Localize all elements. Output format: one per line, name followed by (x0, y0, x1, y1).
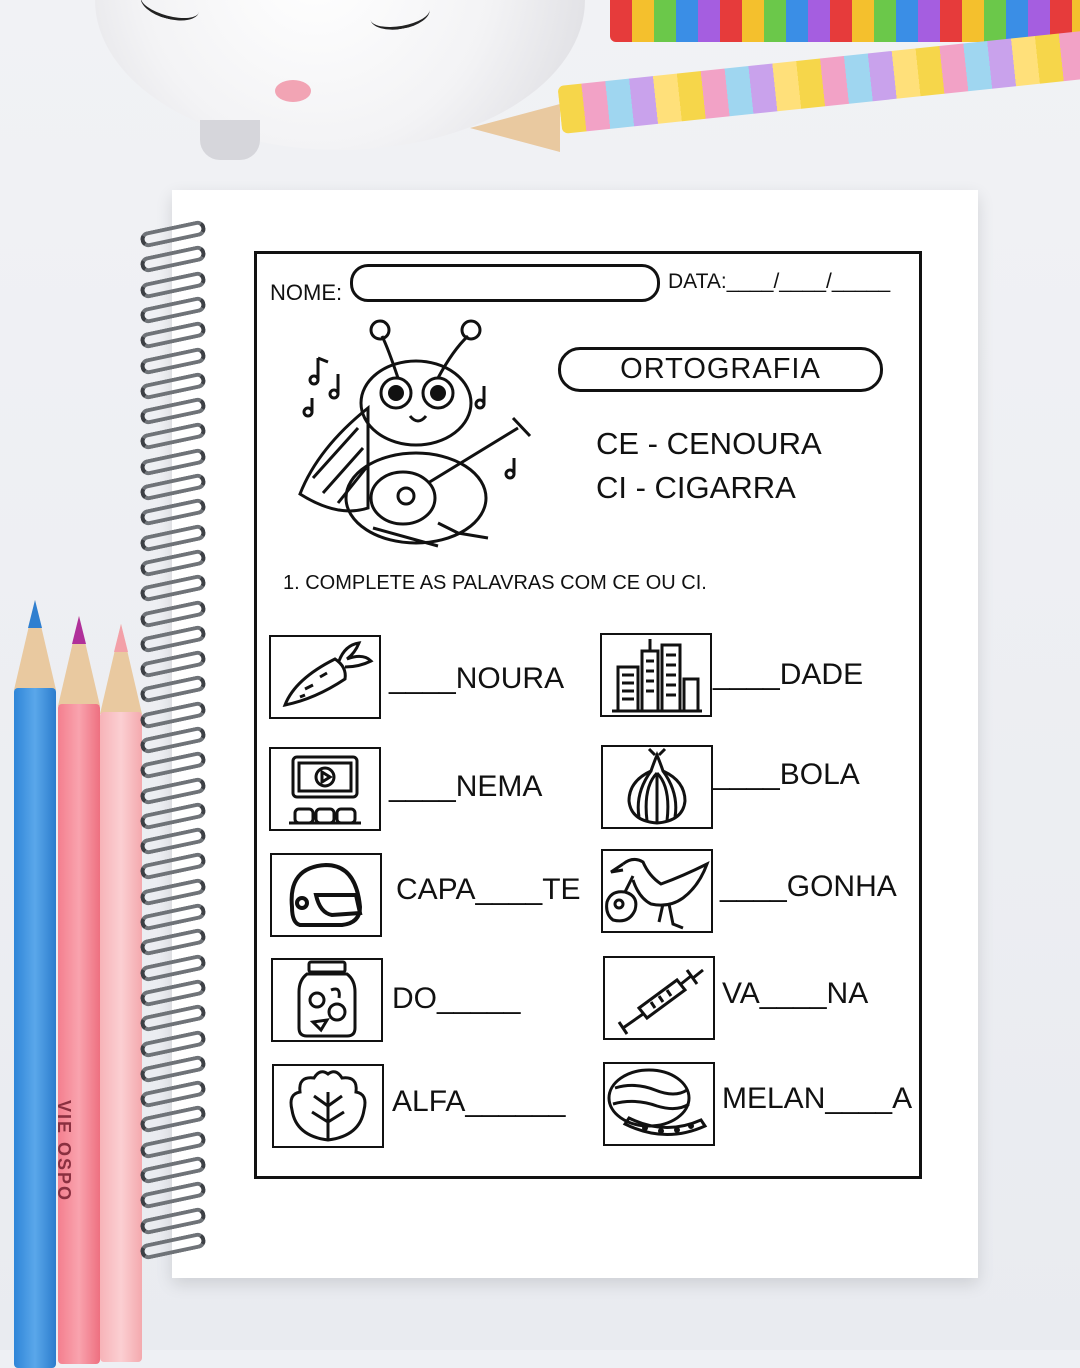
syringe-icon (609, 958, 709, 1038)
rule-ce: CE - CENOURA (596, 426, 822, 461)
date-field[interactable]: DATA:____/____/_____ (668, 270, 891, 293)
name-label: NOME: (270, 280, 343, 305)
stork-icon (603, 850, 711, 932)
syringe-picture (603, 956, 715, 1040)
stork-picture (601, 849, 713, 933)
word-vacina: VA____NA (722, 977, 869, 1010)
onion-picture (601, 745, 713, 829)
onion-icon (607, 747, 707, 827)
helmet-picture (270, 853, 382, 937)
name-field[interactable] (350, 264, 660, 302)
city-icon (606, 635, 706, 715)
lettuce-icon (278, 1066, 378, 1146)
candy-jar-icon (277, 960, 377, 1040)
lettuce-picture (272, 1064, 384, 1148)
pencil-brand-label: VIE OSPO (54, 1100, 74, 1203)
rule-ci: CI - CIGARRA (596, 470, 796, 505)
candy-jar-picture (271, 958, 383, 1042)
title-badge (558, 347, 883, 392)
cinema-picture (269, 747, 381, 831)
word-cidade: ____DADE (713, 658, 864, 691)
word-cenoura: ____NOURA (389, 662, 565, 695)
carrot-picture (269, 635, 381, 719)
colored-pencil-top (610, 0, 1080, 42)
city-picture (600, 633, 712, 717)
helmet-icon (276, 857, 376, 933)
word-doce: DO_____ (392, 982, 521, 1015)
instruction-text: 1. COMPLETE AS PALAVRAS COM CE OU CI. (283, 572, 707, 594)
word-capacete: CAPA____TE (396, 873, 581, 906)
carrot-icon (275, 639, 375, 715)
watermelon-picture (603, 1062, 715, 1146)
cinema-icon (275, 751, 375, 827)
word-cebola: ____BOLA (713, 758, 860, 791)
word-melancia: MELAN____A (722, 1082, 913, 1115)
word-cinema: ____NEMA (389, 770, 543, 803)
word-alface: ALFA______ (392, 1085, 566, 1118)
worksheet-title: ORTOGRAFIA (620, 353, 821, 385)
word-cegonha: ____GONHA (720, 870, 897, 903)
cicada-guitar-illustration (298, 318, 538, 558)
watermelon-icon (605, 1064, 713, 1144)
